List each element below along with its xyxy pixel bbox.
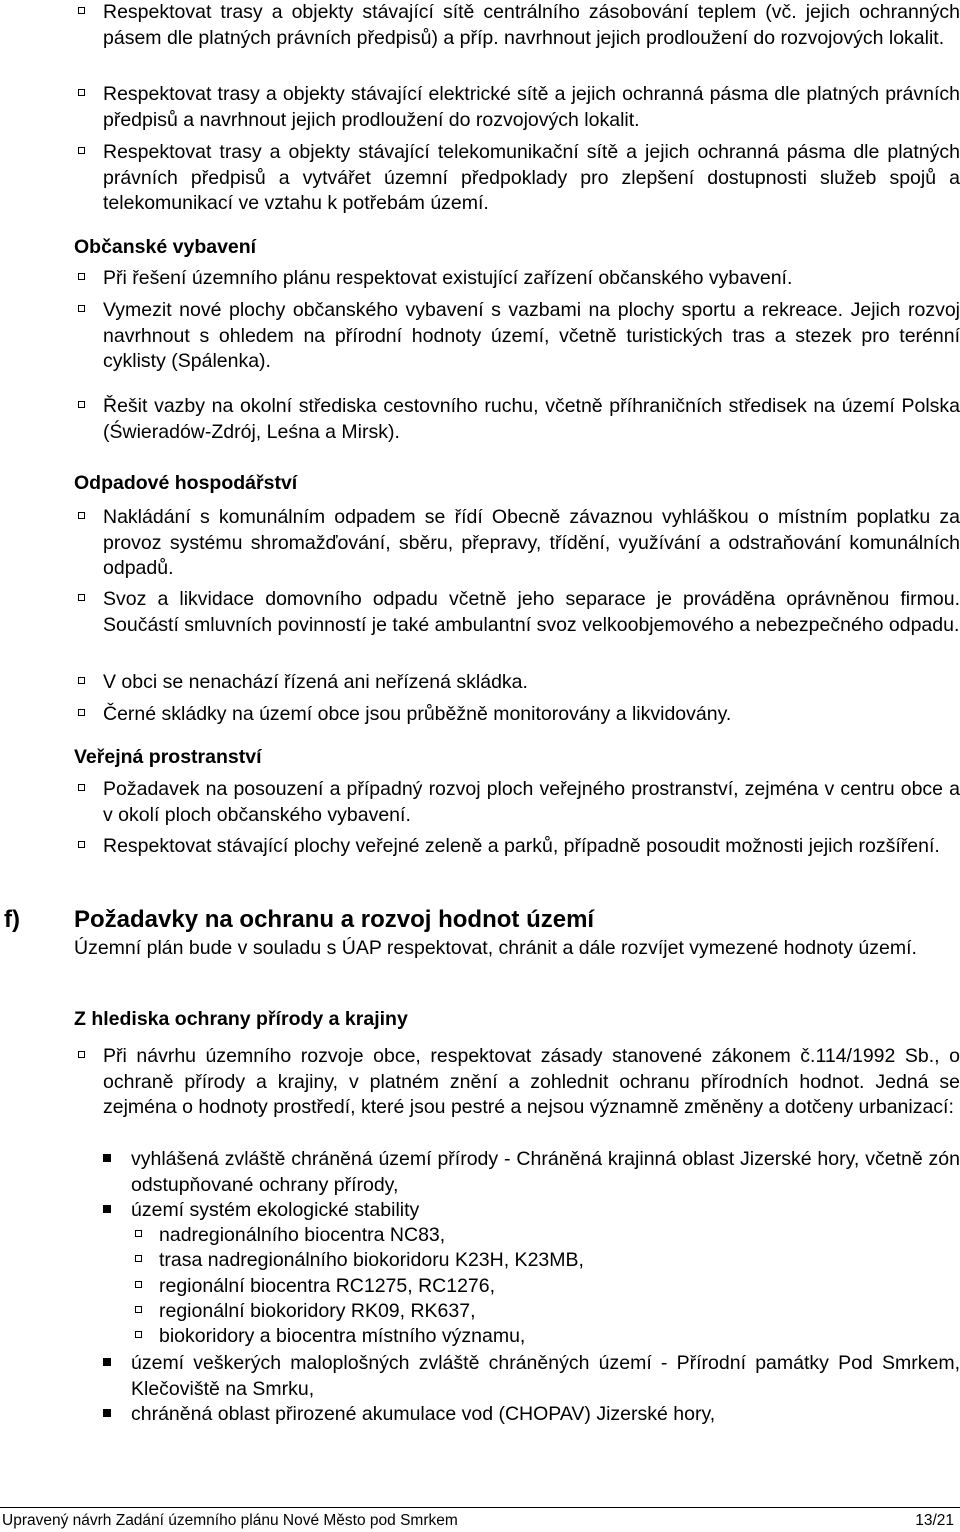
list-item-text: území veškerých maloplošných zvláště chráněných území - Přírodní památky Pod Smrkem, Klečoviště na Smrku,	[131, 1352, 960, 1400]
list-item-text: Černé skládky na území obce jsou průběžně monitorovány a likvidovány.	[103, 703, 732, 725]
list-item-text: Svoz a likvidace domovního odpadu včetně jeho separace je prováděna oprávněnou firmou. Součástí smluvních povinností je také ambulantní svoz velkoobjemového a nebezpečného odpadu.	[103, 588, 960, 636]
section-number: f)	[4, 906, 20, 933]
bullet-icon	[78, 784, 85, 791]
list-item-text: Nakládání s komunálním odpadem se řídí Obecně závaznou vyhláškou o místním poplatku za provoz systému shromažďování, sběru, přepravy, třídění, využívání a odstraňování komunálních odpadů.	[103, 506, 960, 579]
bullet-icon	[78, 401, 85, 408]
bullet-icon	[78, 841, 85, 848]
list-item-text: Respektovat trasy a objekty stávající elektrické sítě a jejich ochranná pásma dle platných právních předpisů a navrhnout jejich prodloužení do rozvojových lokalit.	[103, 83, 960, 131]
square-bullet-icon	[103, 1409, 111, 1417]
section-heading: Veřejná prostranství	[74, 746, 262, 768]
bullet-icon	[78, 305, 85, 312]
list-item-text: vyhlášená zvláště chráněná území přírody - Chráněná krajinná oblast Jizerské hory, včetně zón odstupňované ochrany přírody,	[131, 1148, 960, 1196]
square-bullet-icon	[103, 1358, 111, 1366]
list-item-text: chráněná oblast přirozené akumulace vod (CHOPAV) Jizerské hory,	[131, 1403, 716, 1425]
bullet-icon	[135, 1306, 142, 1313]
bullet-icon	[135, 1255, 142, 1262]
bullet-icon	[135, 1331, 142, 1338]
section-heading: Z hlediska ochrany přírody a krajiny	[74, 1008, 408, 1030]
list-item-text: Požadavek na posouzení a případný rozvoj ploch veřejného prostranství, zejména v centru obce a v okolí ploch občanského vybavení.	[103, 778, 960, 826]
list-item-text: regionální biokoridory RK09, RK637,	[159, 1300, 476, 1322]
bullet-icon	[78, 1051, 85, 1058]
bullet-icon	[78, 89, 85, 96]
page-number: 13/21	[915, 1512, 954, 1529]
list-item-text: území systém ekologické stability	[131, 1199, 420, 1221]
bullet-icon	[78, 594, 85, 601]
list-item-text: Při řešení územního plánu respektovat existující zařízení občanského vybavení.	[103, 267, 793, 289]
list-item-text: regionální biocentra RC1275, RC1276,	[159, 1275, 496, 1297]
section-intro: Územní plán bude v souladu s ÚAP respektovat, chránit a dále rozvíjet vymezené hodnoty území.	[74, 937, 917, 959]
bullet-icon	[78, 677, 85, 684]
section-title: Požadavky na ochranu a rozvoj hodnot území	[74, 906, 595, 933]
bullet-icon	[78, 273, 85, 280]
bullet-icon	[135, 1281, 142, 1288]
list-item-text: Při návrhu územního rozvoje obce, respektovat zásady stanovené zákonem č.114/1992 Sb., o ochraně přírody a krajiny, v platném znění a zohlednit ochranu přírodních hodnot. Jedná se zejména o hodnoty prostředí, které jsou pestré a nejsou významně změněny a dotčeny urbanizací:	[103, 1045, 960, 1118]
bullet-icon	[78, 147, 85, 154]
section-heading: Odpadové hospodářství	[74, 472, 298, 494]
bullet-icon	[78, 512, 85, 519]
bullet-icon	[135, 1230, 142, 1237]
list-item-text: Respektovat trasy a objekty stávající sítě centrálního zásobování teplem (vč. jejich ochranných pásem dle platných právních předpisů) a příp. navrhnout jejich prodloužení do rozvojových lokalit.	[103, 1, 960, 49]
list-item-text: Respektovat trasy a objekty stávající telekomunikační sítě a jejich ochranná pásma dle platných právních předpisů a vytvářet územní předpoklady pro zlepšení dostupnosti služeb spojů a telekomunikací ve vztahu k potřebám území.	[103, 141, 960, 214]
bullet-icon	[78, 7, 85, 14]
square-bullet-icon	[103, 1205, 111, 1213]
square-bullet-icon	[103, 1154, 111, 1162]
list-item-text: nadregionálního biocentra NC83,	[159, 1224, 446, 1246]
footer-title: Upravený návrh Zadání územního plánu Nové Město pod Smrkem	[2, 1512, 458, 1529]
list-item-text: Řešit vazby na okolní střediska cestovního ruchu, včetně příhraničních středisek na území Polska (Świeradów-Zdrój, Leśna a Mirsk).	[103, 395, 960, 443]
list-item-text: biokoridory a biocentra místního významu,	[159, 1325, 526, 1347]
page-footer	[0, 1507, 960, 1530]
list-item-text: Vymezit nové plochy občanského vybavení s vazbami na plochy sportu a rekreace. Jejich rozvoj navrhnout s ohledem na přírodní hodnoty území, včetně turistických tras a stezek pro terénní cyklisty (Spálenka).	[103, 299, 960, 372]
list-item-text: trasa nadregionálního biokoridoru K23H, K23MB,	[159, 1249, 584, 1271]
list-item-text: V obci se nenachází řízená ani neřízená skládka.	[103, 671, 528, 693]
section-heading: Občanské vybavení	[74, 236, 257, 258]
list-item-text: Respektovat stávající plochy veřejné zeleně a parků, případně posoudit možnosti jejich rozšíření.	[103, 835, 940, 857]
bullet-icon	[78, 709, 85, 716]
